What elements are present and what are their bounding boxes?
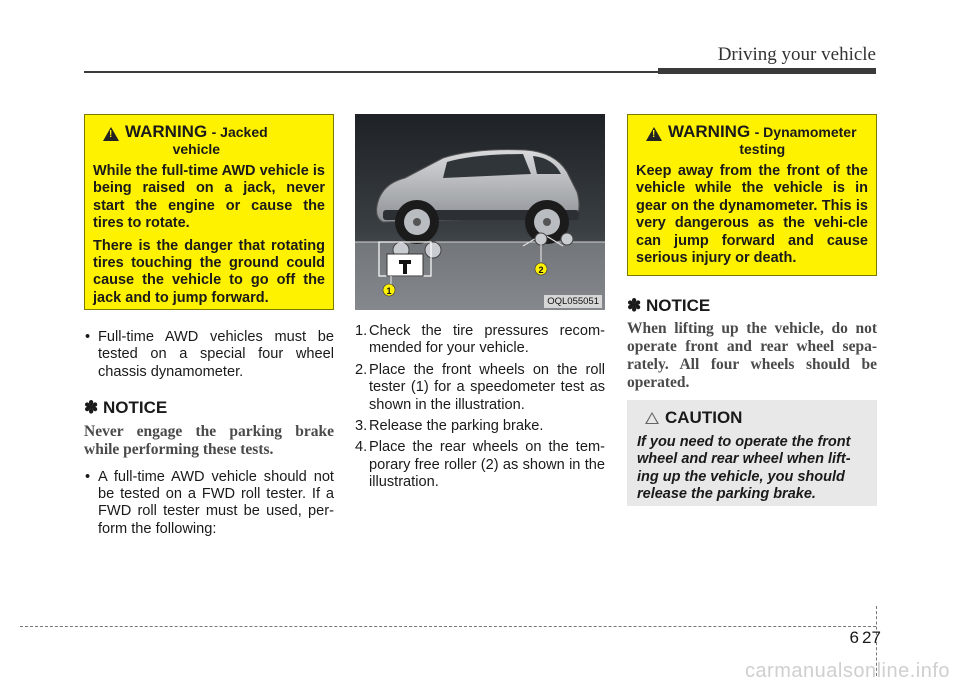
caution-text: If you need to operate the front wheel and rear wheel when lift-ing up the vehicle, you should release the parking brake. [637, 434, 851, 503]
notice-heading: ✽ NOTICE [84, 398, 168, 418]
caution-icon [645, 412, 659, 424]
warning-paragraph-2: There is the danger that rotating tires touching the ground could cause the vehicle to go off the jack and to jump forward. [93, 237, 325, 306]
middle-column-steps [355, 323, 605, 496]
bullet-awd-dynamometer: • Full-time AWD vehicles must be tested on a special four wheel chassis dynamometer. [84, 329, 334, 381]
warning-subtitle-2: testing [739, 141, 786, 157]
warning-box-dynamometer [627, 114, 877, 276]
vehicle-on-roll-tester-illustration [355, 114, 605, 310]
chapter-number: 6 [849, 628, 859, 647]
warning-subtitle: - Jacked [211, 124, 268, 140]
callout-1-label: 1 [386, 286, 392, 296]
vehicle-illustration-svg [355, 114, 605, 310]
notice-body: When lifting up the vehicle, do not operate front and rear wheel sepa-rately. All four wheels should be operated. [627, 320, 877, 392]
notice-body: Never engage the parking brake while performing these tests. [84, 422, 334, 458]
callout-2-label: 2 [538, 265, 544, 275]
bullet-fwd-roll-tester: • A full-time AWD vehicle should not be tested on a FWD roll tester. If a FWD roll tester must be used, per-form the following: [84, 469, 334, 539]
warning-header [93, 123, 325, 157]
watermark: carmanualsonline.info [744, 660, 950, 682]
step-3: 3. Release the parking brake. [355, 418, 544, 435]
caution-box [627, 400, 877, 506]
warning-subtitle-2: vehicle [172, 141, 221, 157]
right-notice [627, 297, 877, 392]
step-2: 2. Place the front wheels on the roll tester (1) for a speedometer test as shown in the illustration. [355, 361, 605, 413]
footer-divider [20, 626, 876, 627]
warning-title: WARNING [668, 122, 751, 141]
warning-subtitle: - Dynamometer [754, 124, 857, 140]
front-wheel [395, 200, 439, 244]
figure-code: OQL055051 [544, 295, 602, 308]
caution-header [645, 408, 867, 428]
warning-paragraph-1: While the full-time AWD vehicle is being raised on a jack, never start the engine or cause the tires to rotate. [93, 163, 325, 232]
warning-paragraph: Keep away from the front of the vehicle while the vehicle is in gear on the dynamometer. This is very dangerous as the vehi-cle can jump forward and cause serious injury or death. [636, 163, 868, 267]
warning-header [636, 123, 868, 157]
notice-heading: ✽ NOTICE [627, 296, 711, 315]
caution-title: CAUTION [665, 408, 743, 427]
page-number: 27 [862, 628, 881, 647]
left-column [84, 329, 334, 538]
header-tab-bar [658, 68, 876, 74]
warning-icon [103, 127, 119, 141]
step-4: 4. Place the rear wheels on the tem-porary free roller (2) as shown in the illustration. [355, 439, 605, 491]
warning-box-jacked-vehicle [84, 114, 334, 310]
warning-title: WARNING [125, 122, 208, 141]
section-title: Driving your vehicle [717, 44, 876, 65]
step-1: 1. Check the tire pressures recom-mended for your vehicle. [355, 323, 605, 357]
warning-icon [646, 127, 662, 141]
